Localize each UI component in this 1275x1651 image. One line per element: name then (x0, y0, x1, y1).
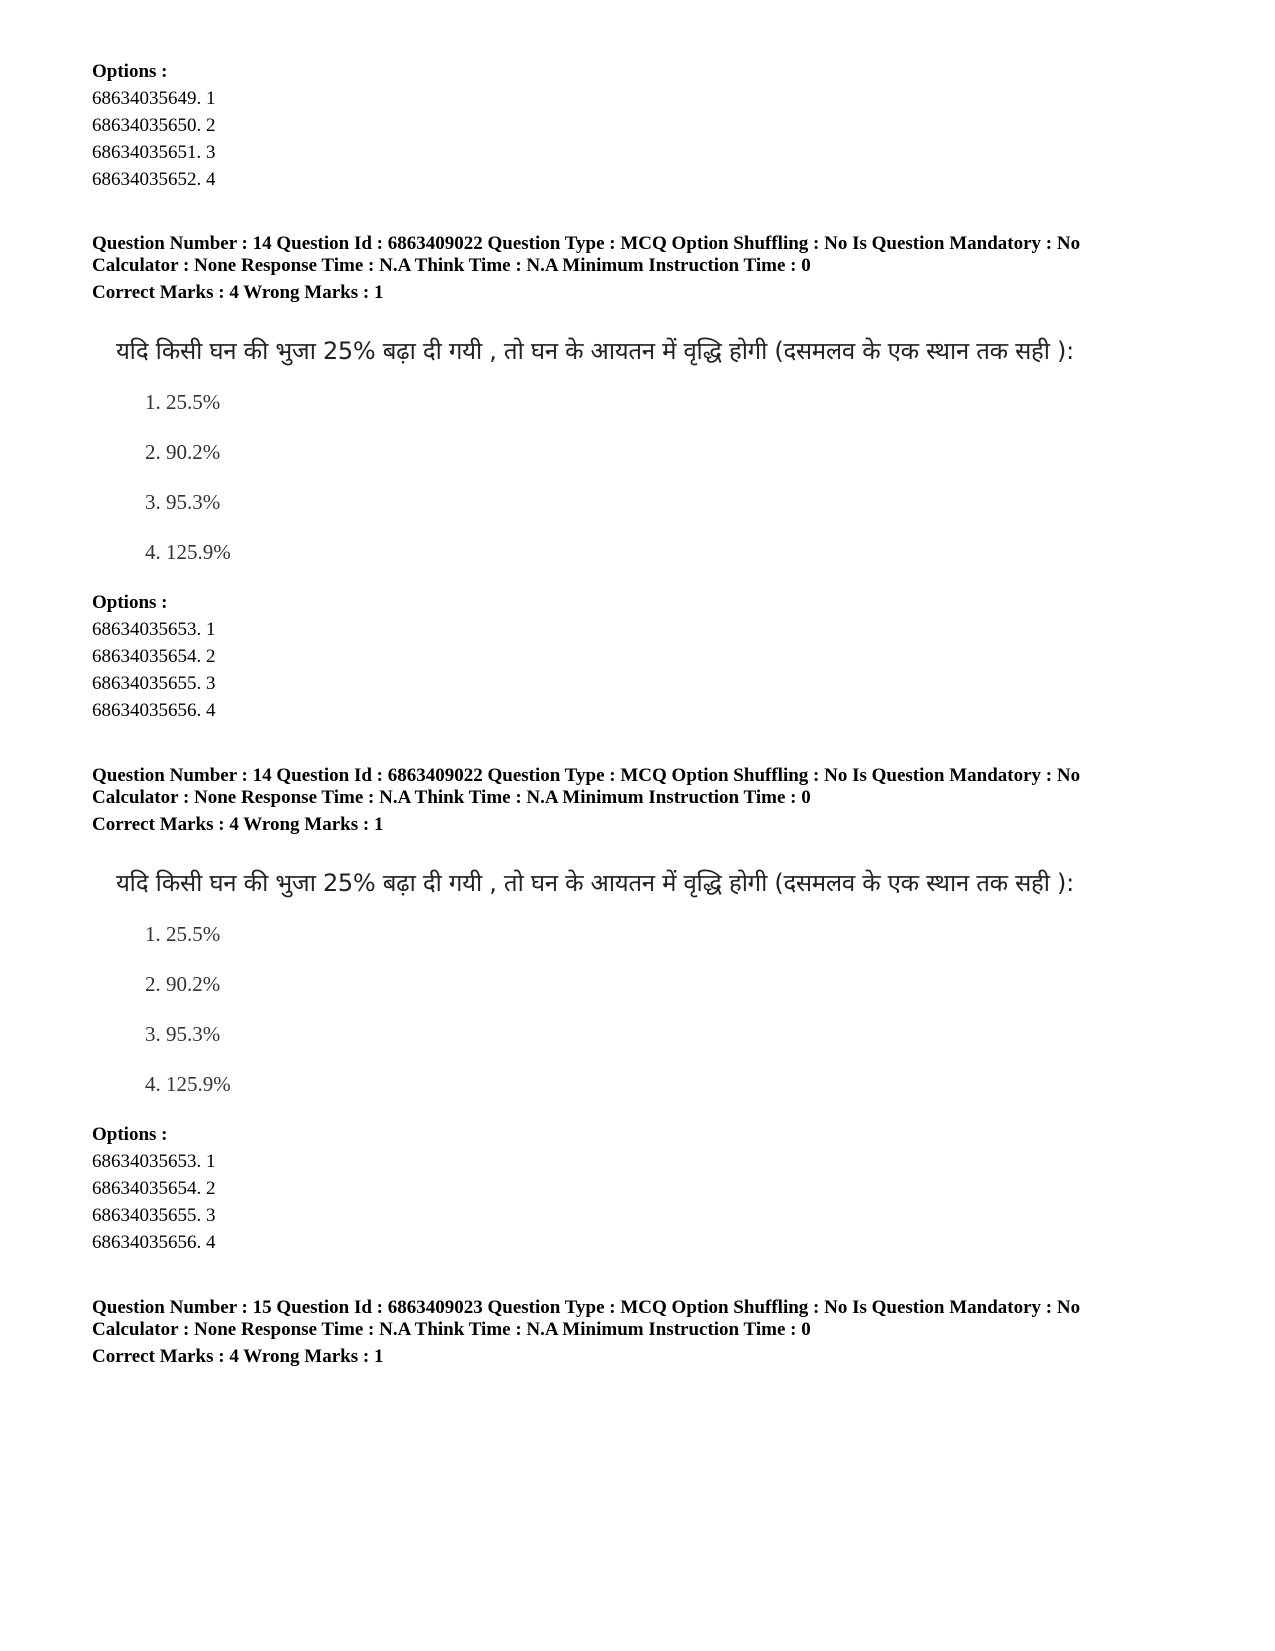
question-header-meta: Calculator : None Response Time : N.A Think Time : N.A Minimum Instruction Time : 0 (92, 255, 811, 276)
option-id: 68634035655. 3 (92, 1205, 216, 1226)
question-marks: Correct Marks : 4 Wrong Marks : 1 (92, 282, 384, 303)
answer-choice: 2. 90.2% (145, 440, 221, 464)
options-label: Options : (92, 592, 168, 613)
answer-choice: 4. 125.9% (145, 540, 231, 564)
question-text: यदि किसी घन की भुजा 25% बढ़ा दी गयी , तो घन के आयतन में वृद्धि होगी (दसमलव के एक स्थान तक सही ): (116, 337, 1074, 365)
option-id: 68634035650. 2 (92, 115, 216, 136)
option-id: 68634035655. 3 (92, 673, 216, 694)
answer-choice: 1. 25.5% (145, 922, 221, 946)
answer-choice: 2. 90.2% (145, 972, 221, 996)
answer-choice: 3. 95.3% (145, 1022, 221, 1046)
option-id: 68634035656. 4 (92, 700, 216, 721)
option-id: 68634035652. 4 (92, 169, 216, 190)
options-label: Options : (92, 61, 168, 82)
question-header-meta: Calculator : None Response Time : N.A Think Time : N.A Minimum Instruction Time : 0 (92, 1319, 811, 1340)
option-id: 68634035656. 4 (92, 1232, 216, 1253)
option-id: 68634035653. 1 (92, 1151, 216, 1172)
option-id: 68634035654. 2 (92, 1178, 216, 1199)
question-marks: Correct Marks : 4 Wrong Marks : 1 (92, 1346, 384, 1367)
question-header-meta: Calculator : None Response Time : N.A Think Time : N.A Minimum Instruction Time : 0 (92, 787, 811, 808)
answer-choice: 4. 125.9% (145, 1072, 231, 1096)
answer-choice: 1. 25.5% (145, 390, 221, 414)
option-id: 68634035654. 2 (92, 646, 216, 667)
question-header: Question Number : 15 Question Id : 6863409023 Question Type : MCQ Option Shuffling : No Is Question Mandatory : No (92, 1297, 1081, 1318)
question-header: Question Number : 14 Question Id : 6863409022 Question Type : MCQ Option Shuffling : No Is Question Mandatory : No (92, 233, 1081, 254)
option-id: 68634035653. 1 (92, 619, 216, 640)
option-id: 68634035651. 3 (92, 142, 216, 163)
answer-choice: 3. 95.3% (145, 490, 221, 514)
options-label: Options : (92, 1124, 168, 1145)
question-header: Question Number : 14 Question Id : 6863409022 Question Type : MCQ Option Shuffling : No Is Question Mandatory : No (92, 765, 1081, 786)
question-marks: Correct Marks : 4 Wrong Marks : 1 (92, 814, 384, 835)
option-id: 68634035649. 1 (92, 88, 216, 109)
question-text: यदि किसी घन की भुजा 25% बढ़ा दी गयी , तो घन के आयतन में वृद्धि होगी (दसमलव के एक स्थान तक सही ): (116, 869, 1074, 897)
